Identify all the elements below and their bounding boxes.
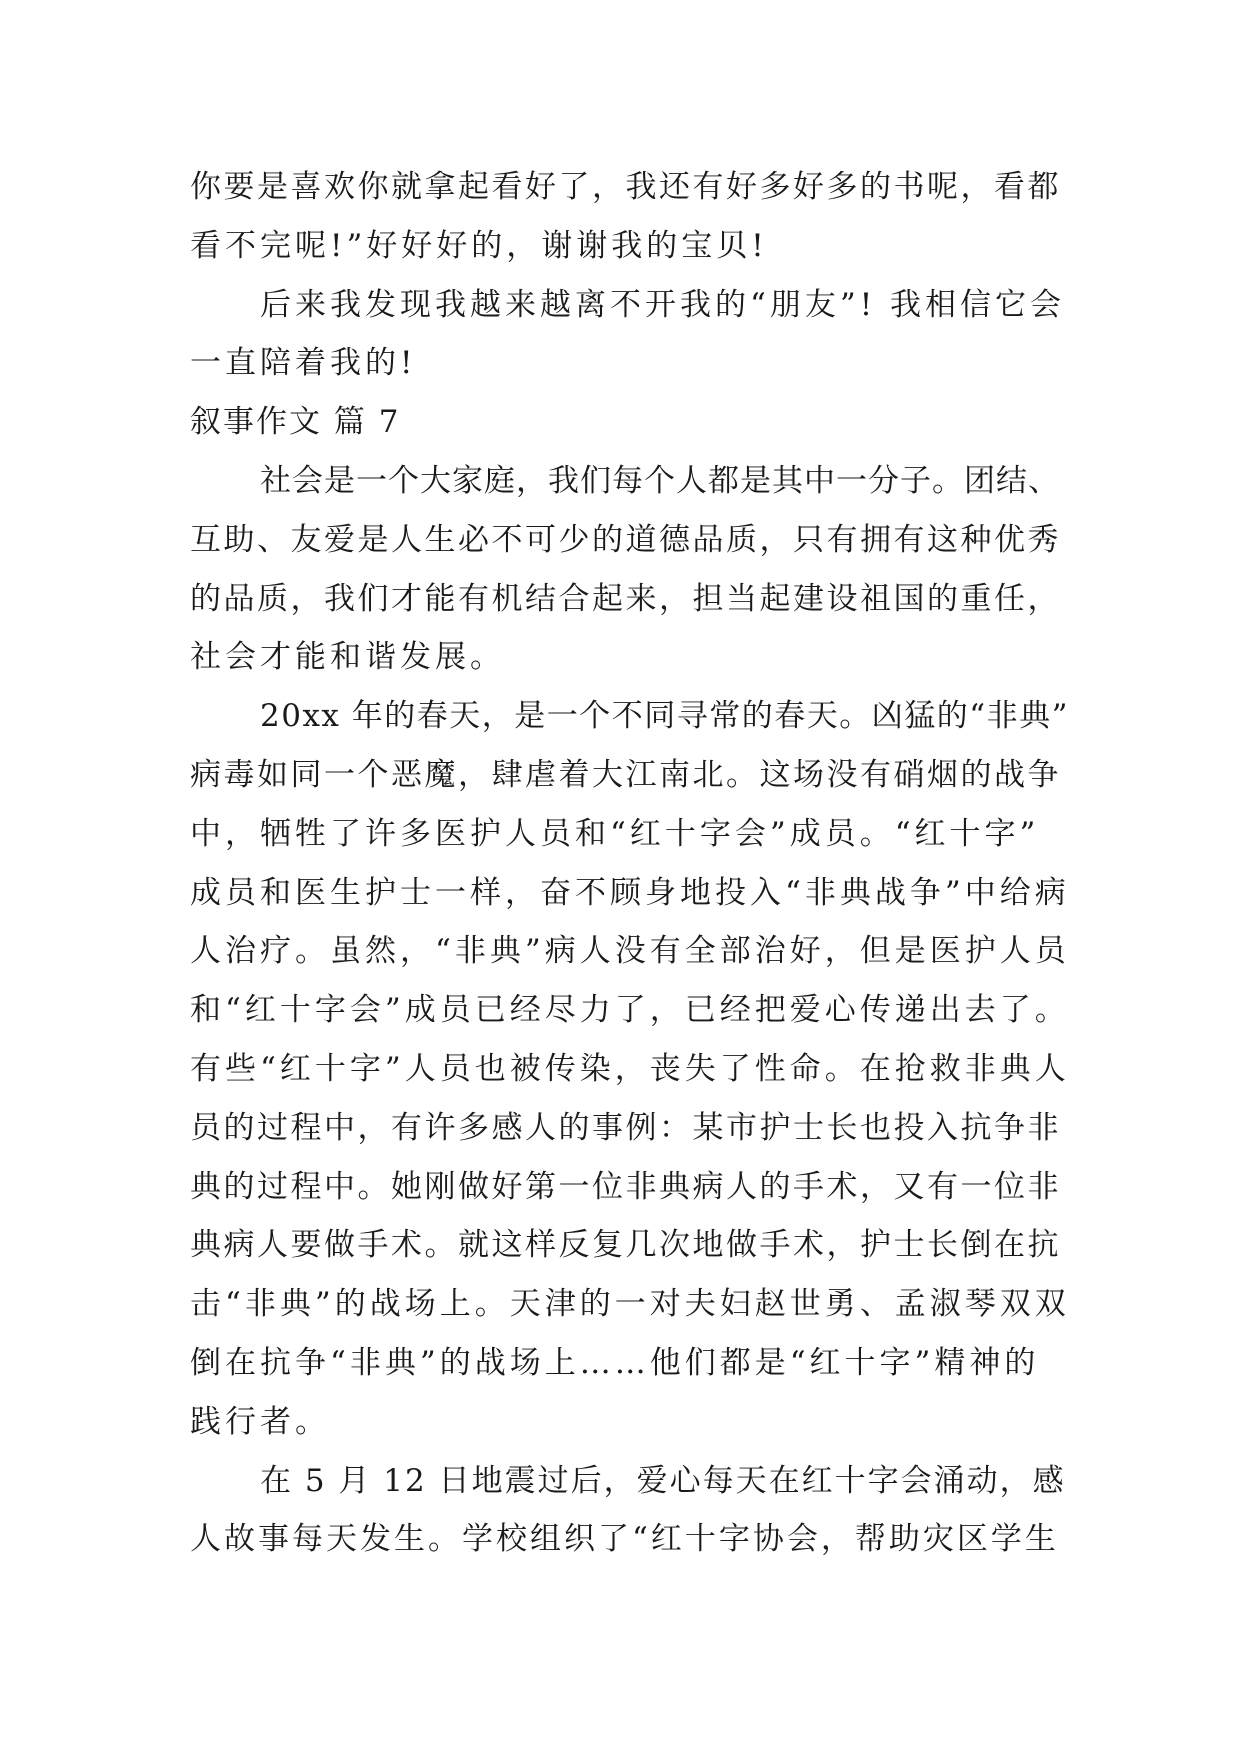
text-line: 人治疗。虽然，“非典”病人没有全部治好，但是医护人员 [190,933,1070,970]
text-line: 和“红十字会”成员已经尽力了，已经把爱心传递出去了。 [190,992,1070,1029]
text-line: 击“非典”的战场上。天津的一对夫妇赵世勇、孟淑琴双双 [190,1286,1070,1323]
section-heading: 叙事作文 篇 7 [190,404,401,441]
text-line: 病毒如同一个恶魔，肆虐着大江南北。这场没有硝烟的战争 [190,756,1061,793]
text-line: 你要是喜欢你就拿起看好了，我还有好多好多的书呢，看都 [190,169,1061,205]
text-line: 社会才能和谐发展。 [190,639,505,676]
text-line: 在 5 月 12 日地震过后，爱心每天在红十字会涌动，感 [260,1462,1066,1499]
text-line: 社会是一个大家庭，我们每个人都是其中一分子。团结、 [260,462,1060,499]
document-body [190,158,1070,1569]
text-line: 的品质，我们才能有机结合起来，担当起建设祖国的重任， [190,580,1061,617]
text-line: 员的过程中，有许多感人的事例：某市护士长也投入抗争非 [190,1109,1061,1146]
text-line: 有些“红十字”人员也被传染，丧失了性命。在抢救非典人 [190,1050,1070,1087]
text-line: 典的过程中。她刚做好第一位非典病人的手术，又有一位非 [190,1168,1061,1205]
text-line: 互助、友爱是人生必不可少的道德品质，只有拥有这种优秀 [190,521,1061,558]
text-line: 成员和医生护士一样，奋不顾身地投入“非典战争”中给病 [190,874,1070,911]
text-line: 中，牺牲了许多医护人员和“红十字会”成员。“红十字” [190,815,1040,852]
text-line: 倒在抗争“非典”的战场上……他们都是“红十字”精神的 [190,1344,1040,1381]
text-line: 20xx 年的春天，是一个不同寻常的春天。凶猛的“非典” [260,698,1069,735]
text-line: 后来我发现我越来越离不开我的“朋友”! 我相信它会 [260,286,1066,323]
text-line: 看不完呢!”好好好的，谢谢我的宝贝! [190,227,768,264]
text-line: 人故事每天发生。学校组织了“红十字协会，帮助灾区学生 [190,1521,1059,1558]
text-line: 典病人要做手术。就这样反复几次地做手术，护士长倒在抗 [190,1227,1061,1264]
text-line: 一直陪着我的! [190,345,417,382]
text-line: 践行者。 [190,1403,330,1440]
